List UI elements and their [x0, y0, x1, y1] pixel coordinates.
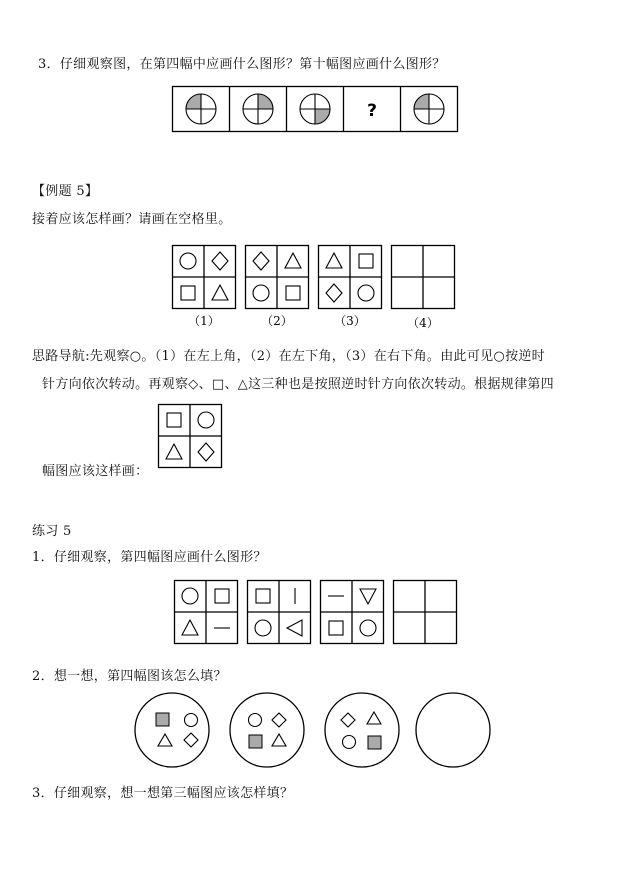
shape-circle-4: [416, 693, 490, 767]
quadrant-circle-1: [186, 94, 216, 124]
practice-q3: 3．仔细观察，想一想第三幅图应该怎样填？: [32, 786, 294, 801]
mystery-mark: ?: [367, 101, 377, 121]
example-grids: [172, 245, 457, 335]
shape-circle-2: [230, 693, 304, 767]
caption-4: （4）: [407, 316, 439, 330]
practice-heading: 练习 5: [32, 524, 72, 539]
example-grid-2: [245, 245, 309, 309]
hint-line-3: 幅图应该这样画：: [42, 464, 149, 479]
practice-grid-2: [247, 580, 311, 644]
hint-line-1: 思路导航:先观察○。（1）在左上角，（2）在左下角，（3）在右下角。由此可见○按逆时: [32, 349, 545, 364]
quadrant-circle-2: [243, 94, 273, 124]
practice-q1: 1．仔细观察，第四幅图应画什么图形？: [32, 550, 267, 565]
example-prompt: 接着应该怎样画？请画在空格里。: [32, 212, 232, 227]
caption-3: （3）: [334, 314, 366, 328]
practice-grid-1: [174, 580, 238, 644]
q3-top-text: 3．仔细观察图，在第四幅中应画什么图形？第十幅图应画什么图形？: [38, 57, 446, 72]
example-grid-1: [172, 245, 236, 309]
quadrant-sequence: [172, 86, 460, 134]
circle-sequence: [134, 692, 494, 772]
practice-grids: [174, 580, 459, 648]
practice-grid-3: [320, 580, 384, 644]
example-grid-3: [318, 245, 382, 309]
quadrant-circle-5: [414, 94, 444, 124]
shape-circle-3: [325, 693, 399, 767]
practice-grid-4: [393, 580, 457, 644]
caption-1: （1）: [188, 314, 220, 328]
quadrant-circle-3: [300, 94, 330, 124]
example-heading: 【例题 5】: [32, 184, 99, 199]
shape-circle-1: [135, 693, 209, 767]
hint-line-2: 针方向依次转动。再观察◇、□、△这三种也是按照逆时针方向依次转动。根据规律第四: [42, 377, 554, 392]
caption-2: （2）: [261, 314, 293, 328]
practice-q2: 2．想一想，第四幅图该怎么填？: [32, 669, 227, 684]
answer-grid: [158, 404, 224, 470]
example-grid-4: [391, 245, 455, 309]
